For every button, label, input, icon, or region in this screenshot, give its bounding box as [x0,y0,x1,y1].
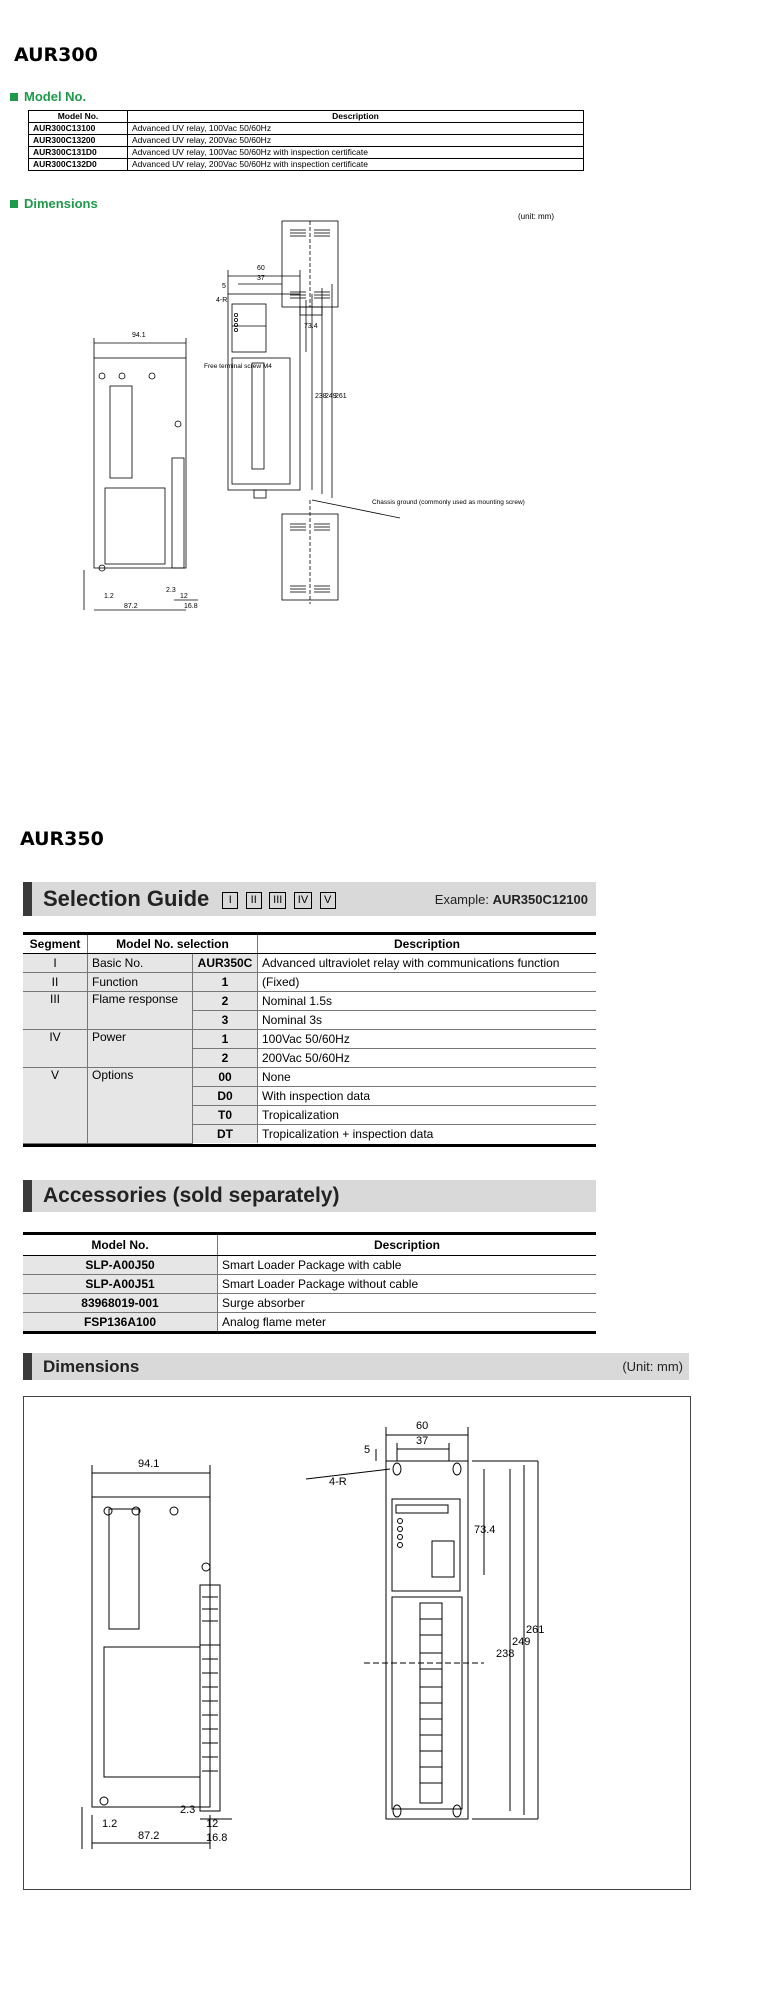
col-description: Description [128,111,584,123]
selection-guide-title: Selection Guide [43,886,210,911]
description-cell: Advanced UV relay, 200Vac 50/60Hz [128,135,584,147]
segment-box-v: V [320,892,336,909]
description-cell: Tropicalization [258,1106,597,1125]
model-cell: AUR300C13100 [29,123,128,135]
description-cell: Advanced UV relay, 100Vac 50/60Hz with inspection certificate [128,147,584,159]
green-square-icon [10,200,18,208]
description-cell: Nominal 3s [258,1011,597,1030]
dim-2-3: 2.3 [166,587,176,594]
selection-guide-table-wrap [23,932,596,1147]
code-cell: 2 [193,1049,258,1068]
aur300-model-table [28,110,584,171]
accessories-title: Accessories (sold separately) [43,1184,340,1207]
table-row [23,1275,596,1294]
side-view [82,1465,232,1849]
model-cell: SLP-A00J51 [23,1275,218,1294]
dim-4r: 4-R [329,1476,347,1488]
dim-94-1: 94.1 [132,332,146,339]
col-model-no: Model No. [29,111,128,123]
description-cell: Surge absorber [218,1294,597,1313]
table-row [23,973,596,992]
unit-note: (unit: mm) [518,212,554,221]
bottom-view [282,500,338,604]
dim-73-4: 73.4 [304,323,318,330]
name-cell: Function [88,973,193,992]
top-view [282,221,338,315]
aur350-dimension-drawing [24,1397,690,1889]
dim-249: 249 [325,393,337,400]
code-cell: 1 [193,1030,258,1049]
accessories-table-wrap [23,1232,596,1334]
name-cell: Power [88,1030,193,1068]
segment-box-iv: IV [294,892,312,909]
dim-249: 249 [512,1636,531,1648]
dim-12: 12 [180,593,188,600]
bar-accent [23,1353,32,1380]
model-cell: AUR300C131D0 [29,147,128,159]
code-cell: 2 [193,992,258,1011]
name-cell: Flame response [88,992,193,1030]
model-cell: AUR300C132D0 [29,159,128,171]
segment-cell: IV [23,1030,88,1068]
description-cell: 100Vac 50/60Hz [258,1030,597,1049]
table-row [29,159,584,171]
dim-261: 261 [526,1624,545,1636]
model-no-heading-label: Model No. [24,89,87,104]
model-cell: FSP136A100 [23,1313,218,1332]
description-cell: None [258,1068,597,1087]
dimensions-heading [10,196,98,211]
dim-238: 238 [315,393,327,400]
aur350-title: AUR350 [20,828,104,850]
aur300-dimension-drawing [80,218,560,758]
unit-label: (Unit: mm) [622,1359,683,1374]
side-view [84,338,198,610]
name-cell: Basic No. [88,954,193,973]
dim-238: 238 [496,1648,515,1660]
dim-60: 60 [416,1420,429,1432]
chassis-ground-label: Chassis ground (commonly used as mounting screw) [372,499,525,506]
code-cell: D0 [193,1087,258,1106]
description-cell: Advanced UV relay, 200Vac 50/60Hz with inspection certificate [128,159,584,171]
bar-accent [23,1180,32,1212]
dim-2-3: 2.3 [180,1804,196,1816]
green-square-icon [10,93,18,101]
dim-1-2: 1.2 [102,1818,118,1830]
description-cell: Analog flame meter [222,1315,327,1329]
dimensions-bar [23,1353,689,1380]
table-row [29,147,584,159]
example-text [435,892,596,907]
description-cell: 200Vac 50/60Hz [258,1049,597,1068]
code-cell: AUR350C [193,954,258,973]
model-no-heading [10,89,86,104]
table-row [23,1294,596,1313]
example-label: Example: [434,891,493,907]
col-description: Description [258,935,597,954]
example-value: AUR350C12100 [492,891,588,907]
code-cell: T0 [193,1106,258,1125]
segment-box-ii: II [246,892,262,909]
dim-87-2: 87.2 [138,1830,160,1842]
code-cell: 00 [193,1068,258,1087]
dim-12: 12 [206,1818,219,1830]
description-cell: With inspection data [258,1087,597,1106]
code-cell: 1 [193,973,258,992]
table-row [23,992,596,1011]
dimension-drawing-frame [23,1396,691,1890]
table-row [23,1068,596,1087]
front-terminal-block [420,1619,442,1783]
table-row [29,135,584,147]
dim-5: 5 [364,1444,371,1456]
table-row [29,123,584,135]
dimensions-title: Dimensions [43,1356,140,1376]
dim-87-2: 87.2 [124,603,138,610]
description-cell: Advanced ultraviolet relay with communications function [258,954,597,973]
dim-1-2: 1.2 [104,593,114,600]
code-cell: 3 [193,1011,258,1030]
segment-box-iii: III [269,892,286,909]
description-cell: Smart Loader Package without cable [218,1275,597,1294]
code-cell: DT [193,1125,258,1144]
table-row [23,1256,596,1275]
description-cell: (Fixed) [258,973,597,992]
segment-cell: III [23,992,88,1030]
segment-cell: I [23,954,88,973]
dim-261: 261 [335,393,347,400]
description-cell: Advanced UV relay, 100Vac 50/60Hz [128,123,584,135]
dim-60: 60 [257,265,265,272]
model-cell: SLP-A00J50 [23,1256,218,1275]
col-description: Description [218,1235,597,1256]
dimensions-heading-label: Dimensions [24,196,98,211]
accessories-bar [23,1180,596,1212]
dim-16-8: 16.8 [184,603,198,610]
description-cell: Tropicalization + inspection data [262,1127,434,1141]
description-cell: Smart Loader Package with cable [218,1256,597,1275]
segment-boxes [219,890,335,909]
col-model-no: Model No. [23,1235,218,1256]
selection-guide-bar [23,882,596,916]
dim-16-8: 16.8 [206,1832,228,1844]
table-row [23,1313,596,1332]
selection-guide-table [23,935,596,1144]
table-row [23,1030,596,1049]
description-cell: Nominal 1.5s [258,992,597,1011]
accessories-table [23,1235,596,1331]
name-cell: Options [88,1068,193,1144]
segment-cell: II [23,973,88,992]
dim-73-4: 73.4 [474,1524,496,1536]
dim-4r: 4-R [216,297,228,304]
aur300-title: AUR300 [14,44,98,66]
dim-94-1: 94.1 [138,1458,160,1470]
dim-5: 5 [222,283,226,290]
segment-cell: V [23,1068,88,1144]
dim-37: 37 [416,1435,429,1447]
col-segment: Segment [23,935,88,954]
dim-37: 37 [257,275,265,282]
col-model-selection: Model No. selection [88,935,258,954]
free-terminal-screw-label: Free terminal screw M4 [204,363,272,370]
bar-accent [23,882,32,916]
table-row [23,954,596,973]
model-cell: 83968019-001 [23,1294,218,1313]
model-cell: AUR300C13200 [29,135,128,147]
segment-box-i: I [222,892,238,909]
